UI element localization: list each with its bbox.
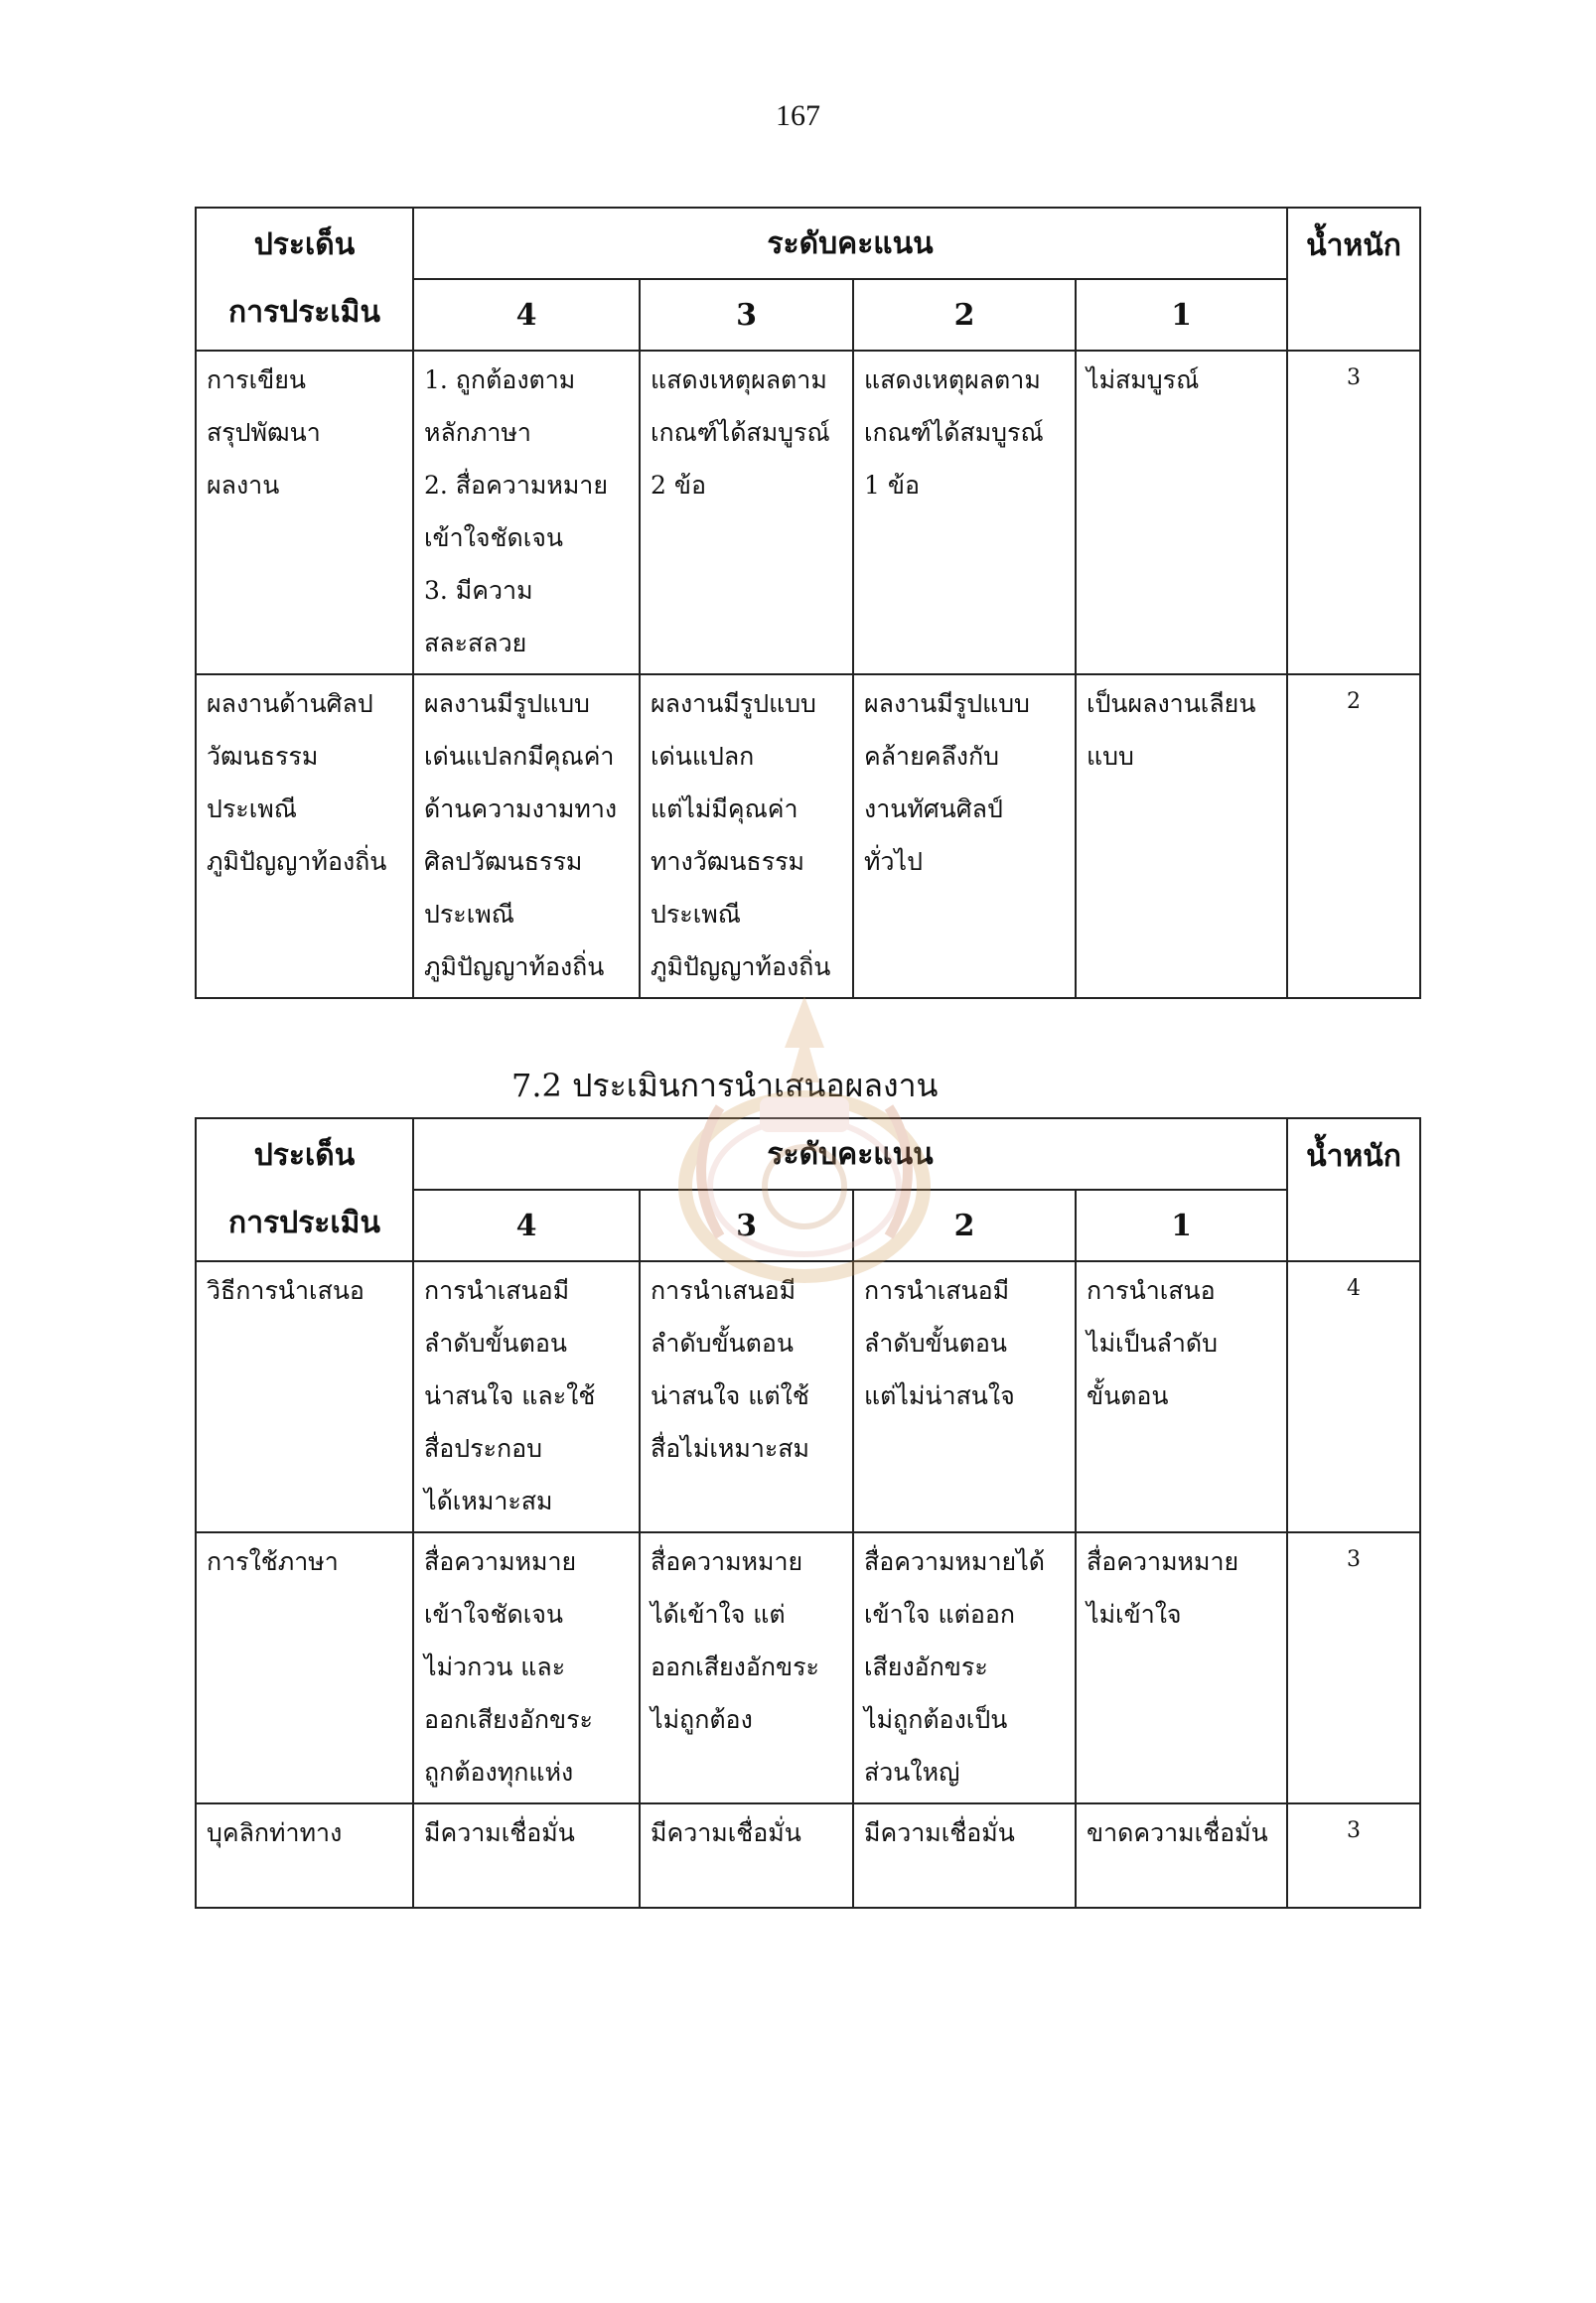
row-weight: 3	[1287, 351, 1420, 674]
header-assessment-issue	[196, 208, 413, 351]
criteria-score-2: ผลงานมีรูปแบบ คล้ายคลึงกับ งานทัศนศิลป์ ทั่วไป	[853, 674, 1076, 998]
criteria-score-1: เป็นผลงานเลียน แบบ	[1076, 674, 1287, 998]
header-issue-line1: ประเด็น	[253, 227, 356, 262]
criteria-score-3: แสดงเหตุผลตาม เกณฑ์ได้สมบูรณ์ 2 ข้อ	[640, 351, 853, 674]
criteria-score-2: สื่อความหมายได้ เข้าใจ แต่ออก เสียงอักขระ ไม่ถูกต้องเป็น ส่วนใหญ่	[853, 1532, 1076, 1803]
criteria-score-3: มีความเชื่อมั่น	[640, 1803, 853, 1908]
criteria-score-1: สื่อความหมาย ไม่เข้าใจ	[1076, 1532, 1287, 1803]
header-weight: น้ำหนัก	[1287, 1118, 1420, 1261]
header-score-3: 3	[640, 1190, 853, 1261]
header-score-1: 1	[1076, 279, 1287, 351]
criteria-score-1: การนำเสนอ ไม่เป็นลำดับ ขั้นตอน	[1076, 1261, 1287, 1532]
header-issue-line2: การประเมิน	[228, 295, 380, 330]
header-weight: น้ำหนัก	[1287, 208, 1420, 351]
criteria-score-2: มีความเชื่อมั่น	[853, 1803, 1076, 1908]
criteria-score-2: การนำเสนอมี ลำดับขั้นตอน แต่ไม่น่าสนใจ	[853, 1261, 1076, 1532]
header-score-2: 2	[853, 1190, 1076, 1261]
header-score-levels: ระดับคะแนน	[413, 208, 1287, 279]
section-title: 7.2 ประเมินการนำเสนอผลงาน	[511, 1067, 939, 1104]
header-score-4: 4	[413, 279, 640, 351]
header-assessment-issue	[196, 1118, 413, 1261]
row-issue: บุคลิกท่าทาง	[196, 1803, 413, 1908]
row-issue: วิธีการนำเสนอ	[196, 1261, 413, 1532]
header-score-3: 3	[640, 279, 853, 351]
criteria-score-4: มีความเชื่อมั่น	[413, 1803, 640, 1908]
table-row	[196, 351, 1420, 674]
criteria-score-2: แสดงเหตุผลตาม เกณฑ์ได้สมบูรณ์ 1 ข้อ	[853, 351, 1076, 674]
criteria-score-4: ผลงานมีรูปแบบ เด่นแปลกมีคุณค่า ด้านความงามทาง ศิลปวัฒนธรรม ประเพณี ภูมิปัญญาท้องถิ่น	[413, 674, 640, 998]
criteria-score-1: ไม่สมบูรณ์	[1076, 351, 1287, 674]
page-number: 167	[776, 99, 820, 132]
criteria-score-4: 1. ถูกต้องตาม หลักภาษา 2. สื่อความหมาย เข้าใจชัดเจน 3. มีความ สละสลวย	[413, 351, 640, 674]
criteria-score-3: การนำเสนอมี ลำดับขั้นตอน น่าสนใจ แต่ใช้ สื่อไม่เหมาะสม	[640, 1261, 853, 1532]
school-emblem-seal-icon	[660, 988, 948, 1286]
row-weight: 3	[1287, 1803, 1420, 1908]
criteria-score-3: ผลงานมีรูปแบบ เด่นแปลก แต่ไม่มีคุณค่า ทางวัฒนธรรม ประเพณี ภูมิปัญญาท้องถิ่น	[640, 674, 853, 998]
table-row	[196, 1803, 1420, 1908]
table-row	[196, 1532, 1420, 1803]
criteria-score-4: สื่อความหมาย เข้าใจชัดเจน ไม่วกวน และ ออกเสียงอักขระ ถูกต้องทุกแห่ง	[413, 1532, 640, 1803]
header-score-2: 2	[853, 279, 1076, 351]
criteria-score-3: สื่อความหมาย ได้เข้าใจ แต่ ออกเสียงอักขระ ไม่ถูกต้อง	[640, 1532, 853, 1803]
row-issue: ผลงานด้านศิลป วัฒนธรรม ประเพณี ภูมิปัญญาท้องถิ่น	[196, 674, 413, 998]
table-row	[196, 1261, 1420, 1532]
header-score-4: 4	[413, 1190, 640, 1261]
table-row	[196, 674, 1420, 998]
criteria-score-4: การนำเสนอมี ลำดับขั้นตอน น่าสนใจ และใช้ สื่อประกอบ ได้เหมาะสม	[413, 1261, 640, 1532]
header-score-1: 1	[1076, 1190, 1287, 1261]
row-weight: 3	[1287, 1532, 1420, 1803]
header-score-levels: ระดับคะแนน	[413, 1118, 1287, 1190]
rubric-table-1	[195, 207, 1421, 999]
row-weight: 4	[1287, 1261, 1420, 1532]
row-issue: การเขียน สรุปพัฒนา ผลงาน	[196, 351, 413, 674]
row-issue: การใช้ภาษา	[196, 1532, 413, 1803]
header-issue-line1: ประเด็น	[253, 1138, 356, 1173]
header-issue-line2: การประเมิน	[228, 1206, 380, 1240]
criteria-score-1: ขาดความเชื่อมั่น	[1076, 1803, 1287, 1908]
row-weight: 2	[1287, 674, 1420, 998]
